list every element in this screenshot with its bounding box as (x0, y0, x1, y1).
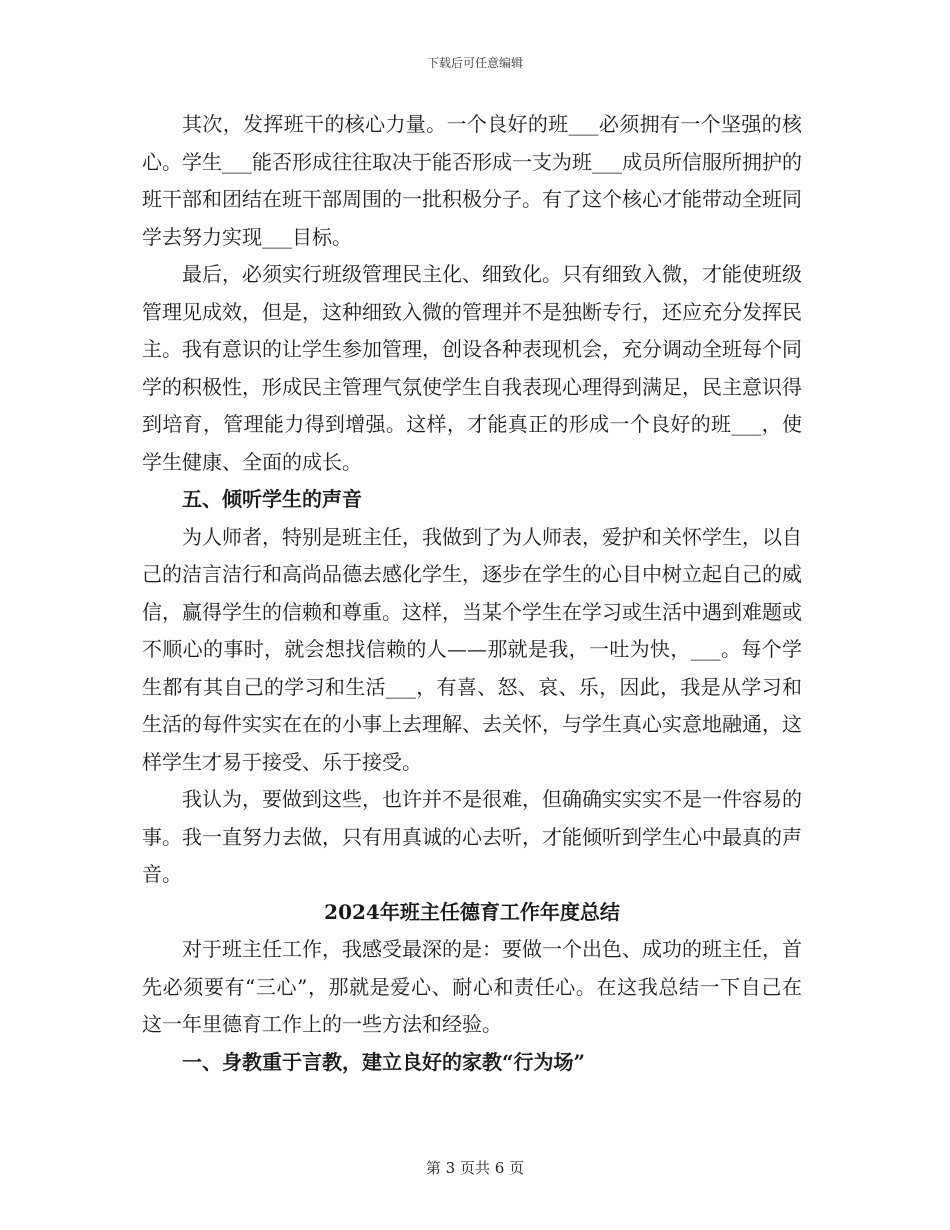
paragraph-article-intro: 对于班主任工作，我感受最深的是：要做一个出色、成功的班主任，首先必须要有“三心”，那就是爱心、耐心和责任心。在这我总结一下自己在这一年里德育工作上的一些方法和经验。 (142, 937, 802, 1036)
document-body (142, 106, 802, 1081)
section-heading-listen: 五、倾听学生的声音 (182, 487, 362, 511)
article-title: 2024年班主任德育工作年度总结 (324, 899, 620, 924)
paragraph-democratic-management: 最后，必须实行班级管理民主化、细致化。只有细致入微，才能使班级管理见成效，但是，这种细致入微的管理并不是独断专行，还应充分发挥民主。我有意识的让学生参加管理，创设各种表现机会，充分调动全班每个同学的积极性，形成民主管理气氛使学生自我表现心理得到满足，民主意识得到培育，管理能力得到增强。这样，才能真正的形成一个良好的班___，使学生健康、全面的成长。 (142, 262, 802, 474)
paragraph-core-force: 其次，发挥班干的核心力量。一个良好的班___必须拥有一个坚强的核心。学生___能否形成往往取决于能否形成一支为班___成员所信服所拥护的班干部和团结在班干部周围的一批积极分子。有了这个核心才能带动全班同学去努力实现___目标。 (142, 112, 802, 249)
page-number: 第 3 页共 6 页 (425, 1159, 525, 1177)
paragraph-sincere-listening: 我认为，要做到这些，也许并不是很难，但确确实实实不是一件容易的事。我一直努力去做，只有用真诚的心去听，才能倾听到学生心中最真的声音。 (142, 787, 802, 886)
header-note: 下载后可任意编辑 (426, 56, 523, 70)
paragraph-teacher-example: 为人师者，特别是班主任，我做到了为人师表，爱护和关怀学生，以自己的洁言洁行和高尚品德去感化学生，逐步在学生的心目中树立起自己的威信，赢得学生的信赖和尊重。这样，当某个学生在学习或生活中遇到难题或不顺心的事时，就会想找信赖的人——那就是我，一吐为快，___。每个学生都有其自己的学习和生活___，有喜、怒、哀、乐，因此，我是从学习和生活的每件实实在在的小事上去理解、去关怀，与学生真心实意地融通，这样学生才易于接受、乐于接受。 (142, 524, 802, 774)
section-heading-lead-by-example: 一、身教重于言教，建立良好的家教“行为场” (182, 1049, 586, 1074)
